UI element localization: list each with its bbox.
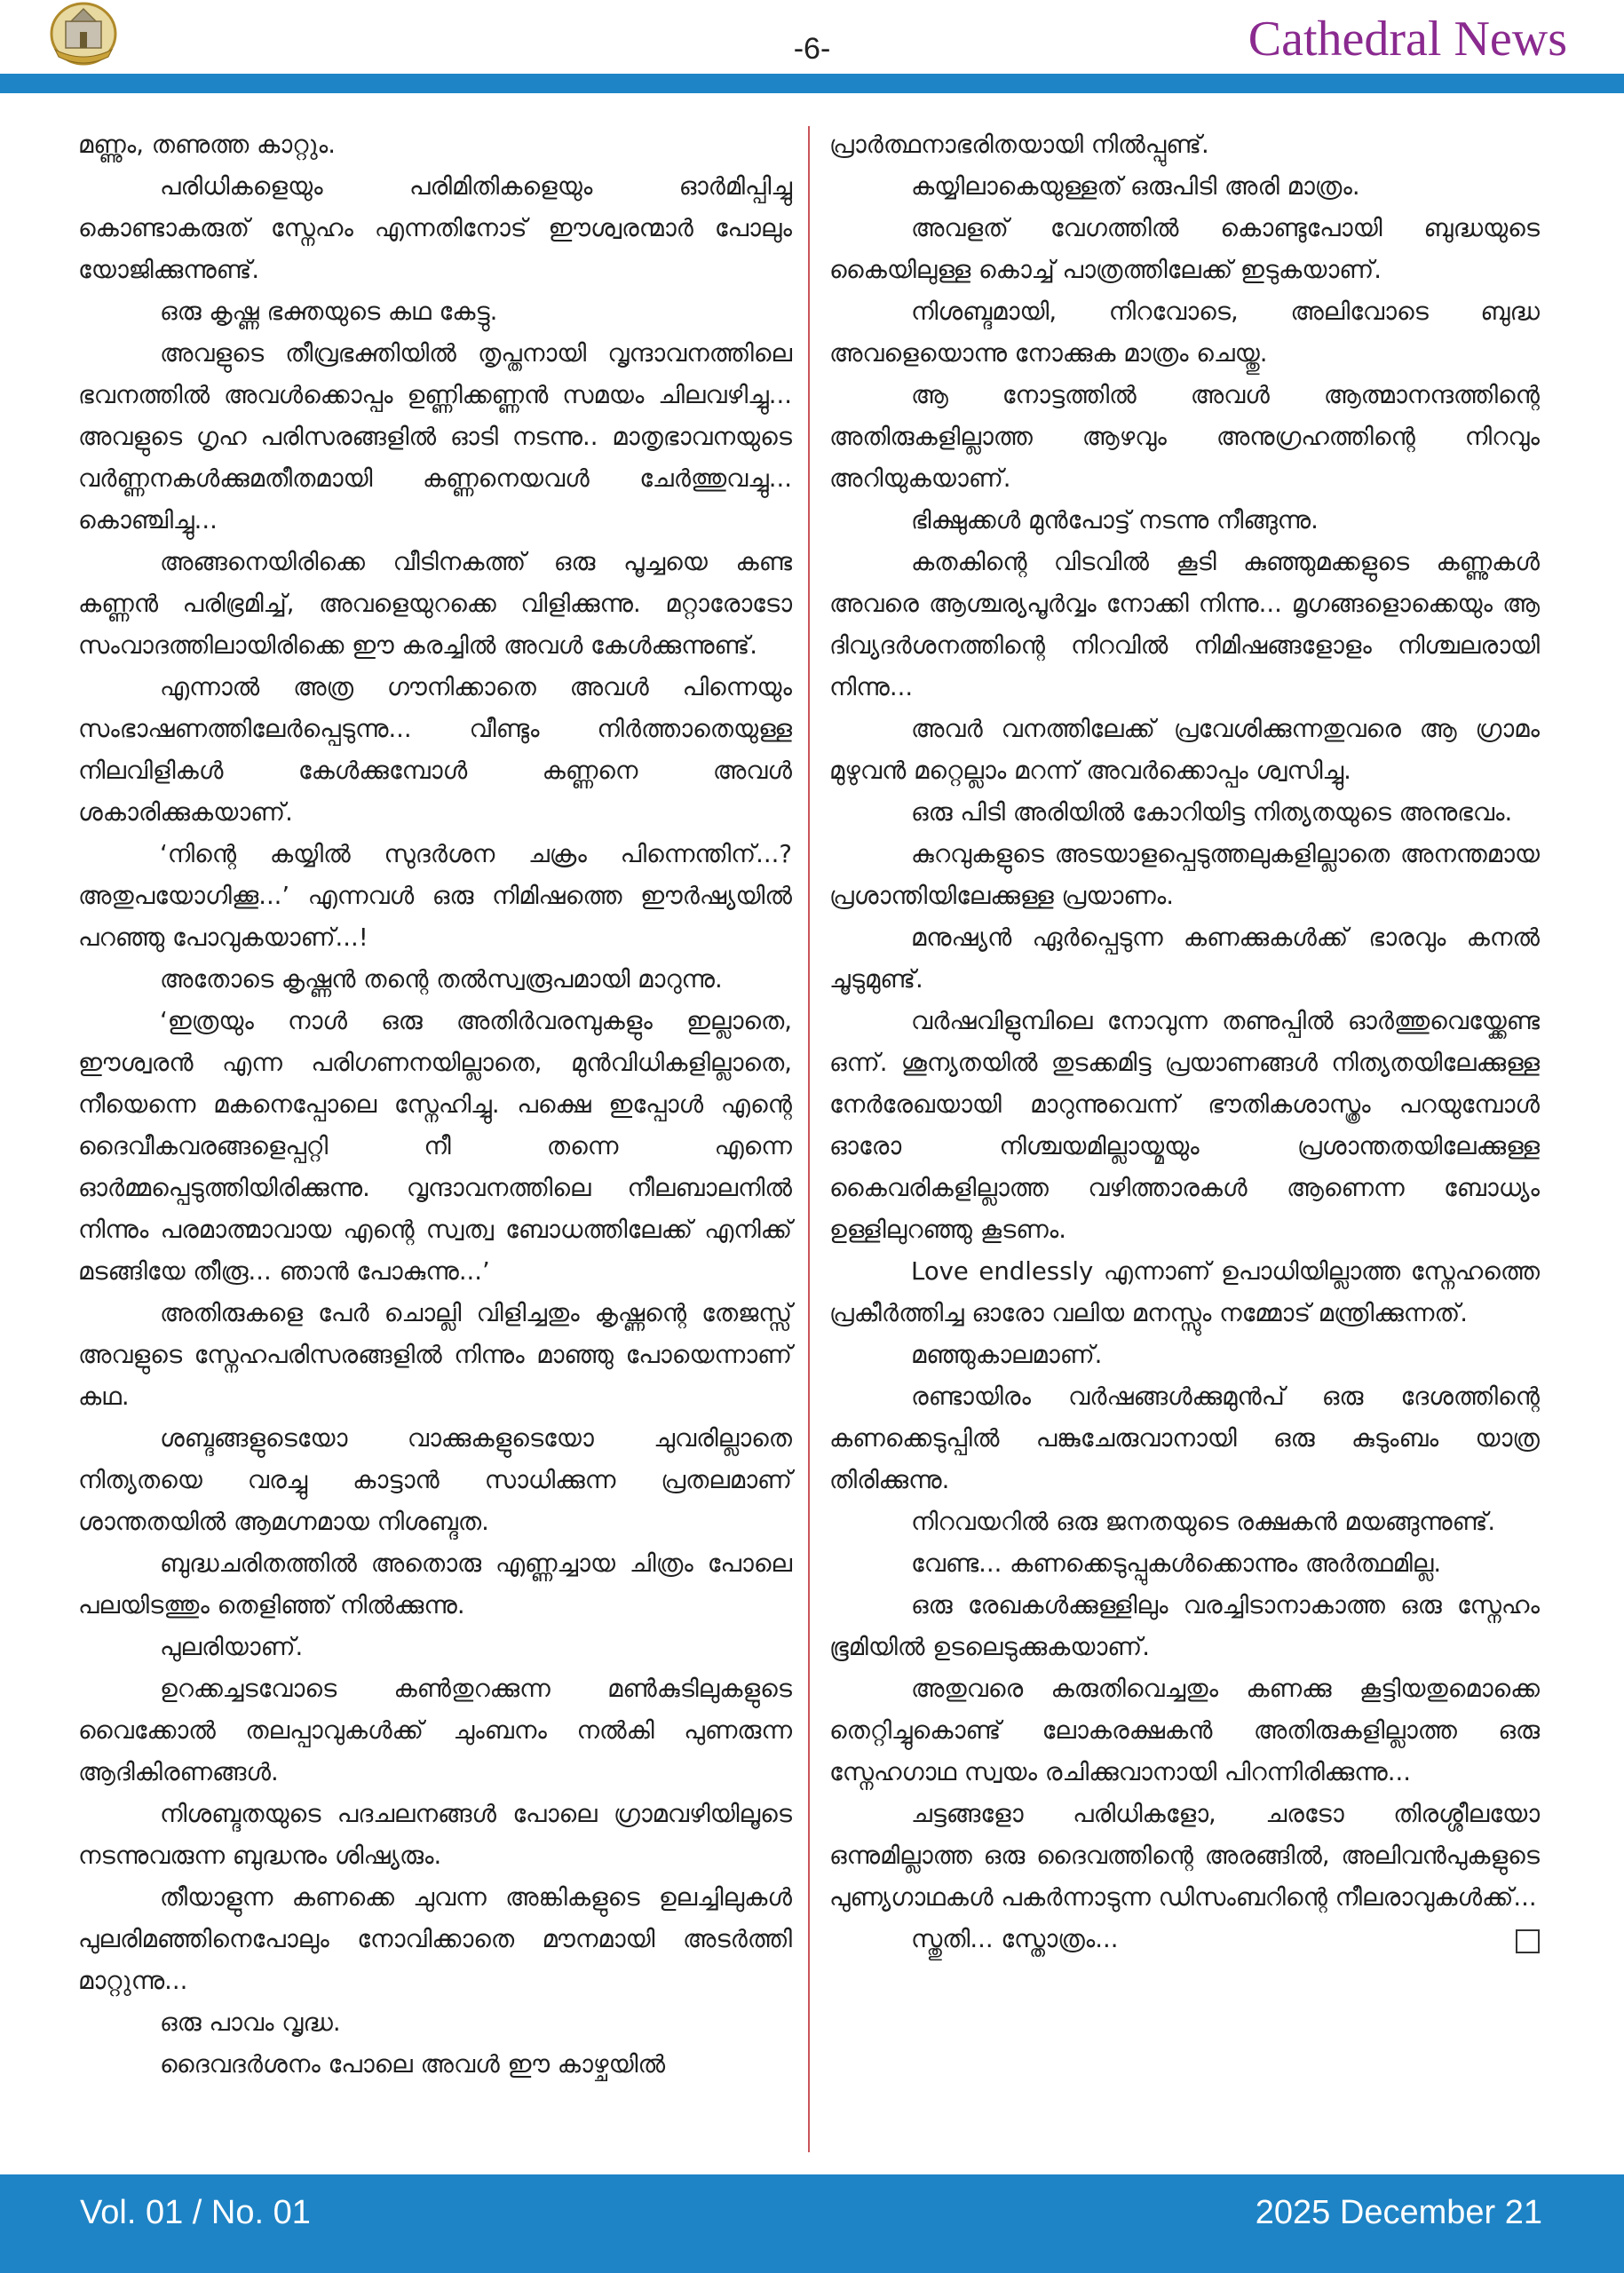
page-footer xyxy=(0,2174,1624,2273)
paragraph: കുറവുകളുടെ അടയാളപ്പെടുത്തലുകളില്ലാതെ അനന്തമായ പ്രശാന്തിയിലേക്കുള്ള പ്രയാണം. xyxy=(829,840,1540,910)
paragraph: ചട്ടങ്ങളോ പരിധികളോ, ചരടോ തിരശ്ശീലയോ ഒന്നുമില്ലാത്ത ഒരു ദൈവത്തിന്റെ അരങ്ങിൽ, അലിവൻപുകളുടെ പുണ്യഗാഥകൾ പകർന്നാടുന്ന ഡിസംബറിന്റെ നീലരാവുകൾക്ക്... xyxy=(829,1800,1540,1912)
paragraph: ശബ്ദങ്ങളുടെയോ വാക്കുകളുടെയോ ചുവരില്ലാതെ നിത്യതയെ വരച്ചു കാട്ടാൻ സാധിക്കുന്ന പ്രതലമാണ് ശാന്തതയിൽ ആമഗ്നമായ നിശബ്ദത. xyxy=(78,1424,792,1536)
paragraph: ഒരു പിടി അരിയിൽ കോറിയിട്ട നിത്യതയുടെ അനുഭവം. xyxy=(911,798,1513,827)
paragraph: ഒരു രേഖകൾക്കുള്ളിലും വരച്ചിടാനാകാത്ത ഒരു സ്നേഹം ഭൂമിയിൽ ഉടലെടുക്കുകയാണ്. xyxy=(829,1591,1540,1661)
paragraph: ഒരു പാവം വൃദ്ധ. xyxy=(160,2008,341,2037)
masthead-title: Cathedral News xyxy=(1248,12,1567,67)
paragraph: അതുവരെ കരുതിവെച്ചതും കണക്കു കൂട്ടിയതുമൊക്കെ തെറ്റിച്ചുകൊണ്ട് ലോകരക്ഷകൻ അതിരുകളില്ലാത്ത ഒരു സ്നേഹഗാഥ സ്വയം രചിക്കുവാനായി പിറന്നിരിക്കുന്നു... xyxy=(829,1675,1540,1786)
paragraph: ‘നിന്റെ കയ്യിൽ സുദർശന ചക്രം പിന്നെന്തിന്...? അതുപയോഗിക്കൂ...’ എന്നവൾ ഒരു നിമിഷത്തെ ഈർഷ്യയിൽ പറഞ്ഞു പോവുകയാണ്...! xyxy=(78,840,792,952)
paragraph: വർഷവിളുമ്പിലെ നോവുന്ന തണുപ്പിൽ ഓർത്തുവെയ്ക്കേണ്ട ഒന്ന്. ശൂന്യതയിൽ തുടക്കമിട്ട പ്രയാണങ്ങൾ നിത്യതയിലേക്കുള്ള നേർരേഖയായി മാറുന്നുവെന്ന് ഭൗതികശാസ്ത്രം പറയുമ്പോൾ ഓരോ നിശ്ചയമില്ലായ്മയും പ്രശാന്തതയിലേക്കുള്ള കൈവരികളില്ലാത്ത വഴിത്താരകൾ ആണെന്ന ബോധ്യം ഉള്ളിലുറഞ്ഞു കൂടണം. xyxy=(829,1007,1540,1244)
paragraph: ബുദ്ധചരിതത്തിൽ അതൊരു എണ്ണച്ചായ ചിത്രം പോലെ പലയിടത്തും തെളിഞ്ഞ് നിൽക്കുന്നു. xyxy=(78,1549,792,1620)
paragraph: രണ്ടായിരം വർഷങ്ങൾക്കുമുൻപ് ഒരു ദേശത്തിന്റെ കണക്കെടുപ്പിൽ പങ്കുചേരുവാനായി ഒരു കുടുംബം യാത്ര തിരിക്കുന്നു. xyxy=(829,1382,1540,1494)
paragraph: മഞ്ഞുകാലമാണ്. xyxy=(911,1341,1103,1369)
paragraph: പുലരിയാണ്. xyxy=(160,1633,304,1661)
paragraph: അതോടെ കൃഷ്ണൻ തന്റെ തൽസ്വരൂപമായി മാറുന്നു. xyxy=(160,965,723,994)
paragraph: ഭിക്ഷുക്കൾ മുൻപോട്ട് നടന്നു നീങ്ങുന്നു. xyxy=(911,506,1319,535)
paragraph: ‘ഇത്രയും നാൾ ഒരു അതിർവരമ്പുകളും ഇല്ലാതെ, ഈശ്വരൻ എന്ന പരിഗണനയില്ലാതെ, മുൻവിധികളില്ലാതെ, നീയെന്നെ മകനെപ്പോലെ സ്നേഹിച്ചു. പക്ഷെ ഇപ്പോൾ എന്റെ ദൈവീകവരങ്ങളെപ്പറ്റി നീ തന്നെ എന്നെ ഓർമ്മപ്പെടുത്തിയിരിക്കുന്നു. വൃന്ദാവനത്തിലെ നീലബാലനിൽ നിന്നും പരമാത്മാവായ എന്റെ സ്വത്വ ബോധത്തിലേക്ക് എനിക്ക് മടങ്ങിയേ തീരൂ... ഞാൻ പോകുന്നു...’ xyxy=(78,1007,792,1286)
paragraph: നിറവയറിൽ ഒരു ജനതയുടെ രക്ഷകൻ മയങ്ങുന്നുണ്ട്. xyxy=(911,1508,1496,1536)
article-column-right xyxy=(829,124,1540,1960)
paragraph: കതകിന്റെ വിടവിൽ കൂടി കുഞ്ഞുമക്കളുടെ കണ്ണുകൾ അവരെ ആശ്ചര്യപൂർവ്വം നോക്കി നിന്നു... മൃഗങ്ങളൊക്കെയും ആ ദിവ്യദർശനത്തിന്റെ നിറവിൽ നിമിഷങ്ങളോളം നിശ്ചലരായി നിന്നു... xyxy=(829,548,1540,701)
paragraph: ഒരു കൃഷ്ണ ഭക്തയുടെ കഥ കേട്ടു. xyxy=(160,297,498,326)
paragraph: അവളത് വേഗത്തിൽ കൊണ്ടുപോയി ബുദ്ധയുടെ കൈയിലുള്ള കൊച്ച് പാത്രത്തിലേക്ക് ഇടുകയാണ്. xyxy=(829,214,1540,284)
issue-date: 2025 December 21 xyxy=(1255,2194,1542,2231)
header-accent-bar xyxy=(0,74,1624,93)
closing-line xyxy=(829,1919,1540,1960)
paragraph: എന്നാൽ അത്ര ഗൗനിക്കാതെ അവൾ പിന്നെയും സംഭാഷണത്തിലേർപ്പെടുന്നു... വീണ്ടും നിർത്താതെയുള്ള നിലവിളികൾ കേൾക്കുമ്പോൾ കണ്ണനെ അവൾ ശകാരിക്കുകയാണ്. xyxy=(78,673,792,827)
page-header xyxy=(0,0,1624,94)
paragraph: പ്രാർത്ഥനാഭരിതയായി നിൽപ്പുണ്ട്. xyxy=(829,131,1209,159)
paragraph: കയ്യിലാകെയുള്ളത് ഒരുപിടി അരി മാത്രം. xyxy=(911,172,1360,201)
page-number: -6- xyxy=(793,32,831,66)
paragraph: നിശബ്ദമായി, നിറവോടെ, അലിവോടെ ബുദ്ധ അവളെയൊന്നു നോക്കുക മാത്രം ചെയ്തു. xyxy=(829,297,1540,368)
paragraph: അവളുടെ തീവ്രഭക്തിയിൽ തൃപ്തനായി വൃന്ദാവനത്തിലെ ഭവനത്തിൽ അവൾക്കൊപ്പം ഉണ്ണിക്കണ്ണൻ സമയം ചിലവഴിച്ചു... അവളുടെ ഗൃഹ പരിസരങ്ങളിൽ ഓടി നടന്നു.. മാതൃഭാവനയുടെ വർണ്ണനകൾക്കുമതീതമായി കണ്ണനെയവൾ ചേർത്തുവച്ചു... കൊഞ്ചിച്ചു... xyxy=(78,339,792,535)
paragraph: അവർ വനത്തിലേക്ക് പ്രവേശിക്കുന്നതുവരെ ആ ഗ്രാമം മുഴുവൻ മറ്റെല്ലാം മറന്ന് അവർക്കൊപ്പം ശ്വസിച്ചു. xyxy=(829,715,1540,785)
column-divider xyxy=(808,126,810,2152)
paragraph: അതിരുകളെ പേർ ചൊല്ലി വിളിച്ചതും കൃഷ്ണന്റെ തേജസ്സ് അവളുടെ സ്നേഹപരിസരങ്ങളിൽ നിന്നും മാഞ്ഞു പോയെന്നാണ് കഥ. xyxy=(78,1299,792,1411)
paragraph: മണ്ണും, തണുത്ത കാറ്റും. xyxy=(78,131,337,159)
paragraph: പരിധികളെയും പരിമിതികളെയും ഓർമിപ്പിച്ചു കൊണ്ടാകരുത് സ്നേഹം എന്നതിനോട് ഈശ്വരന്മാർ പോലും യോജിക്കുന്നുണ്ട്. xyxy=(78,172,792,284)
article-column-left xyxy=(78,124,792,2086)
paragraph: മനുഷ്യൻ ഏർപ്പെടുന്ന കണക്കുകൾക്ക് ഭാരവും കനൽ ചൂടുമുണ്ട്. xyxy=(829,923,1540,994)
paragraph: നിശബ്ദതയുടെ പദചലനങ്ങൾ പോലെ ഗ്രാമവഴിയിലൂടെ നടന്നുവരുന്ന ബുദ്ധനും ശിഷ്യരും. xyxy=(78,1800,792,1870)
paragraph: തീയാളുന്ന കണക്കെ ചുവന്ന അങ്കികളുടെ ഉലച്ചിലുകൾ പുലരിമഞ്ഞിനെപോലും നോവിക്കാതെ മൗനമായി അടർത്തി മാറ്റുന്നു... xyxy=(78,1883,792,1995)
paragraph: ദൈവദർശനം പോലെ അവൾ ഈ കാഴ്ചയിൽ xyxy=(160,2050,666,2079)
volume-number: Vol. 01 / No. 01 xyxy=(80,2194,311,2231)
paragraph: ആ നോട്ടത്തിൽ അവൾ ആത്മാനന്ദത്തിന്റെ അതിരുകളില്ലാത്ത ആഴവും അനുഗ്രഹത്തിന്റെ നിറവും അറിയുകയാണ്. xyxy=(829,381,1540,493)
paragraph: ഉറക്കച്ചടവോടെ കൺതുറക്കുന്ന മൺകുടിലുകളുടെ വൈക്കോൽ തലപ്പാവുകൾക്ക് ചുംബനം നൽകി പുണരുന്ന ആദികിരണങ്ങൾ. xyxy=(78,1675,792,1786)
paragraph: Love endlessly എന്നാണ് ഉപാധിയില്ലാത്ത സ്നേഹത്തെ പ്രകീർത്തിച്ച ഓരോ വലിയ മനസ്സും നമ്മോട് മന്ത്രിക്കുന്നത്. xyxy=(829,1257,1540,1327)
end-mark-square-icon xyxy=(1516,1929,1540,1953)
closing-text: സ്തുതി... സ്തോത്രം... xyxy=(911,1925,1119,1953)
paragraph: വേണ്ട... കണക്കെടുപ്പുകൾക്കൊന്നും അർത്ഥമില്ല. xyxy=(911,1549,1442,1578)
paragraph: അങ്ങനെയിരിക്കെ വീടിനകത്ത് ഒരു പൂച്ചയെ കണ്ട കണ്ണൻ പരിഭ്രമിച്ച്, അവളെയുറക്കെ വിളിക്കുന്നു. മറ്റാരോടോ സംവാദത്തിലായിരിക്കെ ഈ കരച്ചിൽ അവൾ കേൾക്കുന്നുണ്ട്. xyxy=(78,548,792,660)
